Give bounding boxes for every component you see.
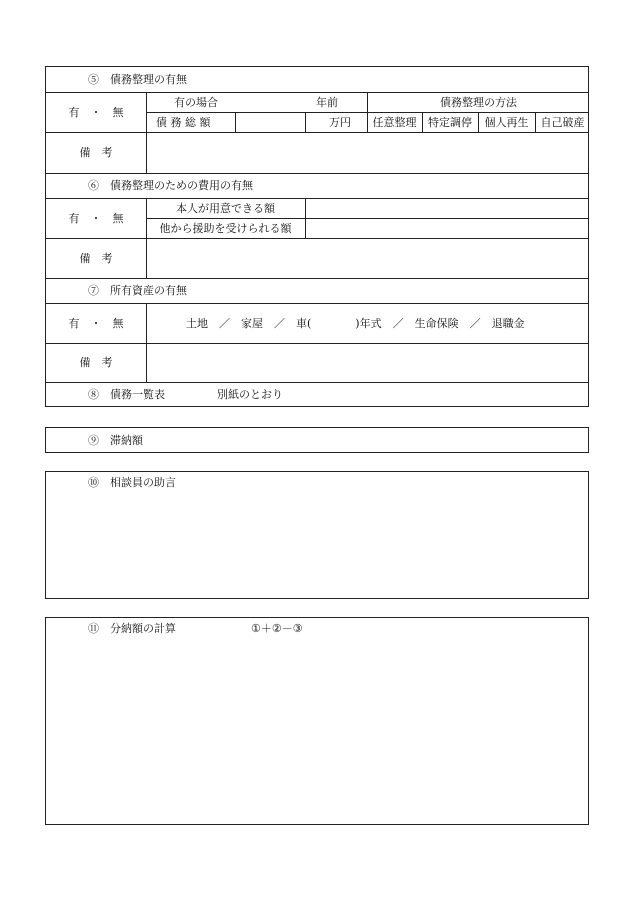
row-divider <box>46 92 588 93</box>
section10-header: ⑩ 相談員の助言 <box>88 476 176 489</box>
section8-note: 別紙のとおり <box>217 388 283 401</box>
section5-biko: 備 考 <box>79 146 113 159</box>
section9-box <box>45 427 589 453</box>
section5-umu: 有 ・ 無 <box>68 106 124 119</box>
section6-biko: 備 考 <box>79 252 113 265</box>
section5-header: ⑤ 債務整理の有無 <box>88 73 187 86</box>
method-tokutei: 特定調停 <box>428 116 472 129</box>
if-yes-label: 有の場合 <box>174 96 218 109</box>
manyen-label: 万円 <box>329 116 351 129</box>
row-divider <box>46 303 588 304</box>
col-divider <box>146 92 147 173</box>
col-divider <box>235 112 236 132</box>
section11-formula: ①＋②－③ <box>251 622 303 635</box>
col-divider <box>305 112 306 132</box>
method-ninni: 任意整理 <box>372 116 417 129</box>
main-form-table <box>45 66 589 407</box>
method-hasan: 自己破産 <box>540 116 585 129</box>
row-divider <box>46 132 588 133</box>
col-divider <box>305 198 306 238</box>
method-kojin: 個人再生 <box>484 116 529 129</box>
section7-header: ⑦ 所有資産の有無 <box>88 284 187 297</box>
row-divider <box>46 382 588 383</box>
method-title: 債務整理の方法 <box>440 96 517 109</box>
col-divider <box>146 303 147 382</box>
row-divider <box>46 198 588 199</box>
section6-umu: 有 ・ 無 <box>68 212 124 225</box>
row-divider <box>146 218 588 219</box>
section11-box <box>45 617 589 825</box>
row-divider <box>46 278 588 279</box>
row-divider <box>46 343 588 344</box>
total-debt-label: 債 務 総 額 <box>156 116 211 129</box>
assets-list: 土地 ／ 家屋 ／ 車( )年式 ／ 生命保険 ／ 退職金 <box>186 317 525 330</box>
self-amount-label: 本人が用意できる額 <box>176 202 275 215</box>
section7-biko: 備 考 <box>79 356 113 369</box>
section9-header: ⑨ 滞納額 <box>88 434 143 447</box>
section10-box <box>45 471 589 599</box>
section11-header: ⑪ 分納額の計算 <box>88 622 176 635</box>
help-amount-label: 他から援助を受けられる額 <box>159 222 292 235</box>
row-divider <box>46 173 588 174</box>
section6-header: ⑥ 債務整理のための費用の有無 <box>88 179 253 192</box>
years-ago-label: 年前 <box>316 96 338 109</box>
section7-umu: 有 ・ 無 <box>68 317 124 330</box>
row-divider <box>46 238 588 239</box>
section8-header: ⑧ 債務一覧表 <box>88 388 165 401</box>
